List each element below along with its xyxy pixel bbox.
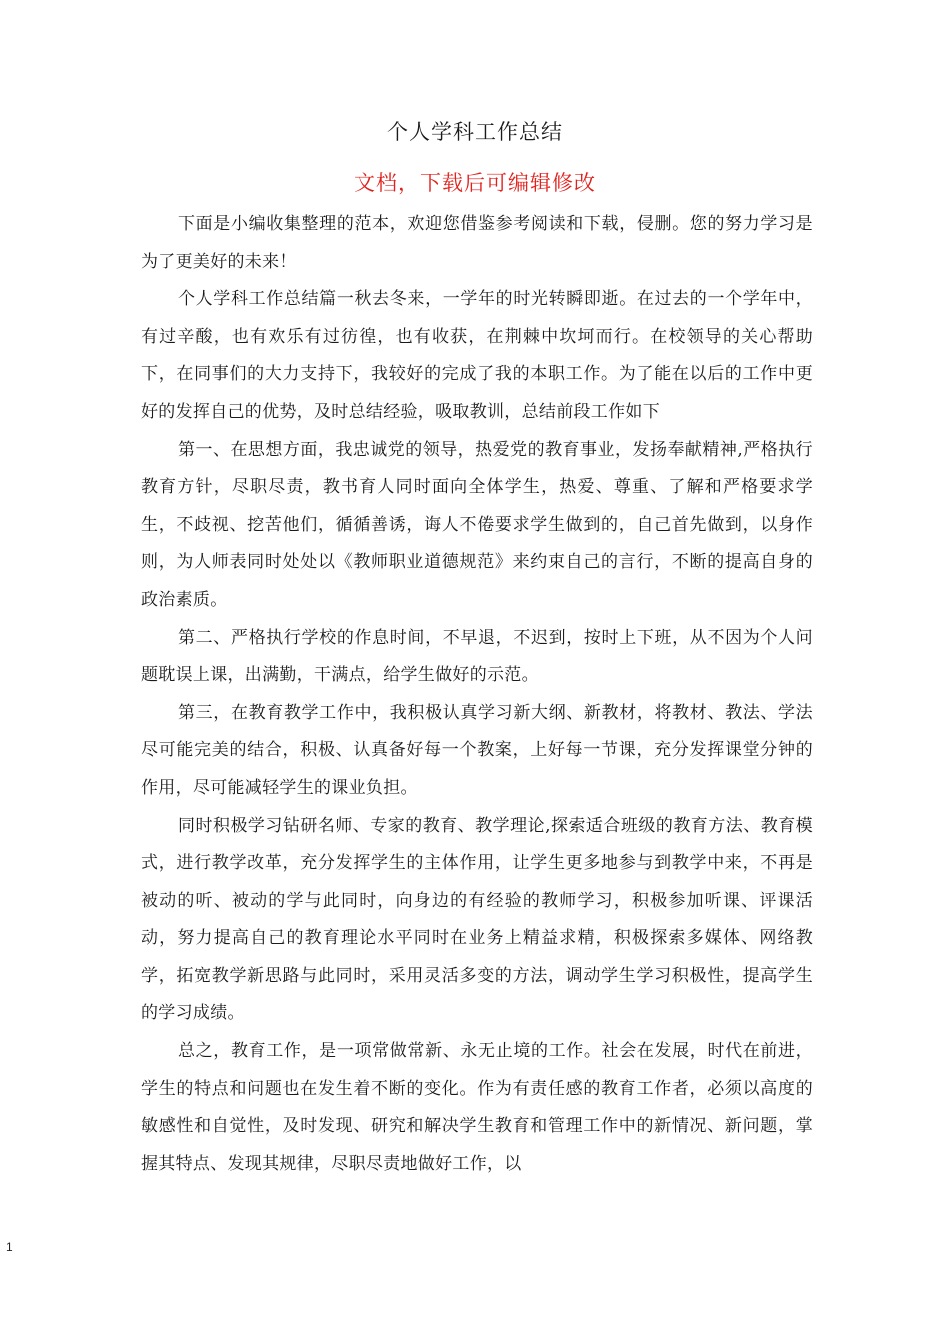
paragraph-study: 同时积极学习钻研名师、专家的教育、教学理论,探索适合班级的教育方法、教育模式，进行教学改革，充分发挥学生的主体作用，让学生更多地参与到教学中来，不再是被动的听、被动的学与此同时，向身边的有经验的教师学习，积极参加听课、评课活动，努力提高自己的教育理论水平同时在业务上精益求精，积极探索多媒体、网络教学，拓宽教学新思路与此同时，采用灵活多变的方法，调动学生学习积极性，提高学生的学习成绩。 <box>141 815 813 1024</box>
document-body <box>141 206 813 1183</box>
paragraph-second: 第二、严格执行学校的作息时间，不早退，不迟到，按时上下班，从不因为个人问题耽误上课，出满勤，干满点，给学生做好的示范。 <box>141 627 813 686</box>
paragraph-intro: 下面是小编收集整理的范本，欢迎您借鉴参考阅读和下载，侵删。您的努力学习是为了更美好的未来！ <box>141 214 813 272</box>
document-title: 个人学科工作总结 <box>387 120 563 144</box>
paragraph-overview: 个人学科工作总结篇一秋去冬来，一学年的时光转瞬即逝。在过去的一个学年中，有过辛酸，也有欢乐有过彷徨，也有收获，在荆棘中坎坷而行。在校领导的关心帮助下，在同事们的大力支持下，我较好的完成了我的本职工作。为了能在以后的工作中更好的发挥自己的优势，及时总结经验，吸取教训，总结前段工作如下 <box>141 289 813 422</box>
paragraph-third: 第三，在教育教学工作中，我积极认真学习新大纲、新教材，将教材、教法、学法尽可能完美的结合，积极、认真备好每一个教案，上好每一节课，充分发挥课堂分钟的作用，尽可能减轻学生的课业负担。 <box>141 702 813 798</box>
document-subtitle: 文档，下载后可编辑修改 <box>354 171 596 195</box>
page-number: 1 <box>6 1240 13 1254</box>
paragraph-first: 第一、在思想方面，我忠诚党的领导，热爱党的教育事业，发扬奉献精神,严格执行教育方针，尽职尽责，教书育人同时面向全体学生，热爱、尊重、了解和严格要求学生，不歧视、挖苦他们，循循善诱，诲人不倦要求学生做到的，自己首先做到，以身作则，为人师表同时处处以《教师职业道德规范》来约束自己的言行，不断的提高自身的政治素质。 <box>141 439 813 610</box>
paragraph-conclusion: 总之，教育工作，是一项常做常新、永无止境的工作。社会在发展，时代在前进，学生的特点和问题也在发生着不断的变化。作为有责任感的教育工作者，必须以高度的敏感性和自觉性，及时发现、研究和解决学生教育和管理工作中的新情况、新问题，掌握其特点、发现其规律，尽职尽责地做好工作，以 <box>141 1041 813 1174</box>
